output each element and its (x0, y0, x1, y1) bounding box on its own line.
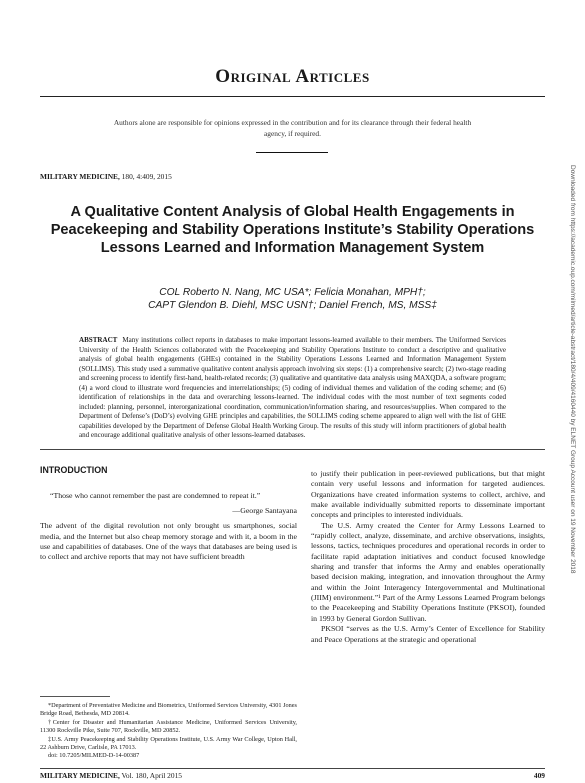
epigraph-quote: “Those who cannot remember the past are condemned to repeat it.” (50, 491, 261, 500)
right-column (311, 469, 545, 645)
journal-citation (40, 172, 172, 181)
footer-rule (40, 768, 545, 769)
download-notice-text: Downloaded from https://academic.oup.com/milmed/article-abstract/180/4/409/4160440 by ELNET Group Account user on 19 November 2018 (569, 165, 576, 574)
abstract-rule (40, 449, 545, 450)
section-title: Original Articles (215, 66, 370, 87)
page-number: 409 (533, 771, 545, 780)
introduction-heading: INTRODUCTION (40, 465, 108, 475)
left-column (40, 465, 297, 563)
paragraph-continued: to justify their publication in peer-reviewed publications, but that might contain very useful lessons and information for targeted audiences. Organizations have created information systems to collect, archive, and make available individually submitted reports to disseminate important concepts and principles to interested individuals. (311, 469, 545, 520)
footnote-rule (40, 696, 110, 697)
footer-issue: Vol. 180, April 2015 (121, 771, 182, 780)
short-divider (256, 152, 328, 153)
journal-volume: 180, 4:409, 2015 (121, 172, 172, 181)
intro-paragraph: The advent of the digital revolution not only brought us smartphones, social media, and the Internet but also cheap memory storage and with it, a boom in the use and capabilities of databases. One of the ways that databases are being used is to collect and archive reports that may not have sufficient breadth (40, 521, 297, 562)
disclaimer: Authors alone are responsible for opinions expressed in the contribution and for its clearance through their federal health agency, if required. (113, 118, 472, 138)
footnotes (40, 702, 297, 761)
footnote-doi: doi: 10.7205/MILMED-D-14-00387 (48, 752, 140, 760)
abstract-text: Many institutions collect reports in databases to make important lessons-learned available to their members. The Uniformed Services University of the Health Sciences collaborated with the Peacekeeping and Stability Operations Institute to conduct a descriptive and qualitative analysis of global health engagements (GHEs) contained in the Stability Operations Lessons Learned and Information Management System (SOLLIMS). This study used a summative qualitative content analysis approach involving six steps: (1) a comprehensive search; (2) two-stage reading and screening process to identify first-hand, health-related records; (3) qualitative and quantitative data analysis using MAXQDA, a software program; (4) a word cloud to illustrate word frequencies and interrelationships; (5) coding of individual themes and validation of the coding scheme; and (6) identification of relationships in the data and overarching lessons-learned. The individual codes with the most number of text segments coded included: planning, personnel, interorganizational coordination, communication/information sharing, and resources/supplies. When compared to the Department of Defense’s (DoD’s) evolving GHE principles and capabilities, the SOLLIMS coding scheme appeared to align well with the list of GHE capabilities developed by the Department of Defense Global Health Working Group. The results of this study will inform practitioners of global health and encourage additional qualitative analysis of other lessons-learned databases. (79, 336, 506, 440)
header-rule (40, 96, 545, 97)
footer-journal (40, 771, 182, 780)
footnote-affiliation-1: *Department of Preventative Medicine and Biometrics, Uniformed Services University, 4301 Jones Bridge Road, Bethesda, MD 20814. (40, 702, 297, 718)
epigraph-attribution: —George Santayana (232, 506, 297, 516)
abstract-label: ABSTRACT (79, 336, 118, 344)
paragraph-army-lessons: The U.S. Army created the Center for Army Lessons Learned to “rapidly collect, analyze, disseminate, and archive observations, insights, lessons, tactics, techniques procedures and operational records in order to facilitate rapid adaptation initiatives and conduct focused knowledge sharing and transfer that informs the Army and enables operationally based decision making, integration, and innovation throughout the Army and within the Joint Interagency Intergovernmental and Multinational (JIIM) environment.”¹ Part of the Army Lessons Learned Program belongs to the Peacekeeping and Stability Operations Institute (PKSOI), founded in 1993 by General Gordon Sullivan. (311, 520, 545, 623)
paper-title: A Qualitative Content Analysis of Global Health Engagements in Peacekeeping and Stability Operations Institute’s Stability Operations Lessons Learned and Information Management System (50, 204, 535, 256)
abstract (79, 336, 506, 441)
footer-journal-name: MILITARY MEDICINE, (40, 771, 120, 780)
author-line-2: CAPT Glendon B. Diehl, MSC USN†; Daniel French, MS, MSS‡ (148, 300, 437, 311)
author-list (40, 286, 545, 312)
author-line-1: COL Roberto N. Nang, MC USA*; Felicia Monahan, MPH†; (159, 287, 426, 298)
footnote-affiliation-3: ‡U.S. Army Peacekeeping and Stability Operations Institute, U.S. Army War College, Upton Hall, 22 Ashburn Drive, Carlisle, PA 17013. (40, 735, 297, 752)
download-notice (566, 165, 578, 685)
footnote-affiliation-2: †Center for Disaster and Humanitarian Assistance Medicine, Uniformed Services University, 11300 Rockville Pike, Suite 707, Rockville, MD 20852. (40, 718, 297, 735)
journal-name: MILITARY MEDICINE, (40, 172, 120, 181)
paragraph-pksoi: PKSOI “serves as the U.S. Army’s Center of Excellence for Stability and Peace Operations at the strategic and operational (311, 624, 545, 644)
